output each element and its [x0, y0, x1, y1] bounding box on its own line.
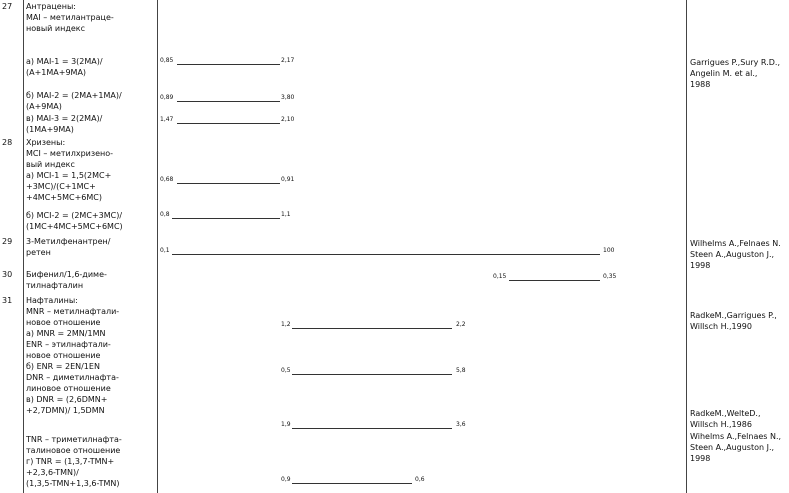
range-high: 100 [603, 247, 615, 254]
reference: RadkeM.,WelteD., Willsch H.,1986 [690, 409, 761, 429]
range-low: 1,47 [160, 116, 174, 123]
range-line [292, 374, 452, 375]
range-methylphenanthrene-reten [160, 247, 620, 257]
row-number: 30 [2, 270, 13, 279]
range-high: 0,91 [281, 176, 295, 183]
range-line [172, 254, 600, 255]
range-mai3 [160, 116, 295, 126]
range-low: 1,9 [281, 421, 291, 428]
range-low: 1,2 [281, 321, 291, 328]
range-high: 1,1 [281, 211, 291, 218]
row-label: TNR – триметилнафта- талиновое отношение г) TNR = (1,3,7-TMN+ +2,3,6-TMN)/ (1,3,5-TMN+1,3,6-TMN) [26, 435, 122, 488]
range-low: 0,68 [160, 176, 174, 183]
row-label: в) MAI-3 = 2(2MA)/ (1MA+9MA) [26, 114, 103, 134]
range-line [177, 101, 280, 102]
range-dnr [281, 421, 476, 431]
range-high: 2,17 [281, 57, 295, 64]
range-high: 2,2 [456, 321, 466, 328]
range-mai2 [160, 94, 295, 104]
range-line [292, 483, 412, 484]
row-number: 29 [2, 237, 13, 246]
range-low: 0,9 [281, 476, 291, 483]
reference: Wihelms A.,Felnaes N., Steen A.,Auguston J., 1998 [690, 432, 782, 463]
range-mai1 [160, 57, 295, 67]
reference: Garrigues P.,Sury R.D., Angelin M. et al., 1988 [690, 58, 780, 89]
column-divider-left [23, 0, 24, 493]
row-label: Бифенил/1,6-диме- тилнафталин [26, 270, 107, 290]
range-line [177, 183, 280, 184]
range-mci1 [160, 176, 295, 186]
row-number: 28 [2, 138, 13, 147]
range-line [292, 328, 452, 329]
range-line [177, 123, 280, 124]
row-label: Антрацены: MAI – метилантраце- новый индекс [26, 2, 114, 33]
row-label: Хризены: MCI – метилхризено- вый индекс а) MCI-1 = 1,5(2MC+ +3MC)/(C+1MC+ +4MC+5MC+6MC) [26, 138, 114, 202]
range-low: 0,5 [281, 367, 291, 374]
row-label: а) MAI-1 = 3(2MA)/ (A+1MA+9MA) [26, 57, 103, 77]
range-line [177, 64, 280, 65]
range-line [172, 218, 280, 219]
range-mnr [281, 321, 476, 331]
range-tnr [281, 476, 441, 486]
range-high: 2,10 [281, 116, 295, 123]
range-biphenyl [493, 273, 623, 283]
row-label: 3-Метилфенантрен/ ретен [26, 237, 111, 257]
column-divider-right [686, 0, 687, 493]
range-high: 0,35 [603, 273, 617, 280]
range-mci2 [160, 211, 295, 221]
range-low: 0,89 [160, 94, 174, 101]
range-low: 0,8 [160, 211, 170, 218]
row-label: Нафталины: MNR – метилнафтали- новое отношение а) MNR = 2MN/1MN ENR – этилнафтали- новое отношение б) ENR = 2EN/1EN DNR – диметилнафта- линовое отношение в) DNR = (2,6DMN+ +2,7DMN)/ 1,5DMN [26, 296, 120, 415]
row-number: 27 [2, 2, 13, 11]
range-low: 0,1 [160, 247, 170, 254]
row-label: б) MCI-2 = (2MC+3MC)/ (1MC+4MC+5MC+6MC) [26, 211, 123, 231]
range-low: 0,15 [493, 273, 507, 280]
range-high: 0,6 [415, 476, 425, 483]
reference: Wilhelms A.,Felnaes N. Steen A.,Auguston J., 1998 [690, 239, 781, 270]
range-high: 3,80 [281, 94, 295, 101]
range-high: 5,8 [456, 367, 466, 374]
row-label: б) MAI-2 = (2MA+1MA)/ (A+9MA) [26, 91, 122, 111]
reference: RadkeM.,Garrigues P., Willsch H.,1990 [690, 311, 777, 331]
range-line [292, 428, 452, 429]
range-high: 3,6 [456, 421, 466, 428]
row-number: 31 [2, 296, 13, 305]
range-line [509, 280, 600, 281]
range-enr [281, 367, 476, 377]
range-low: 0,85 [160, 57, 174, 64]
